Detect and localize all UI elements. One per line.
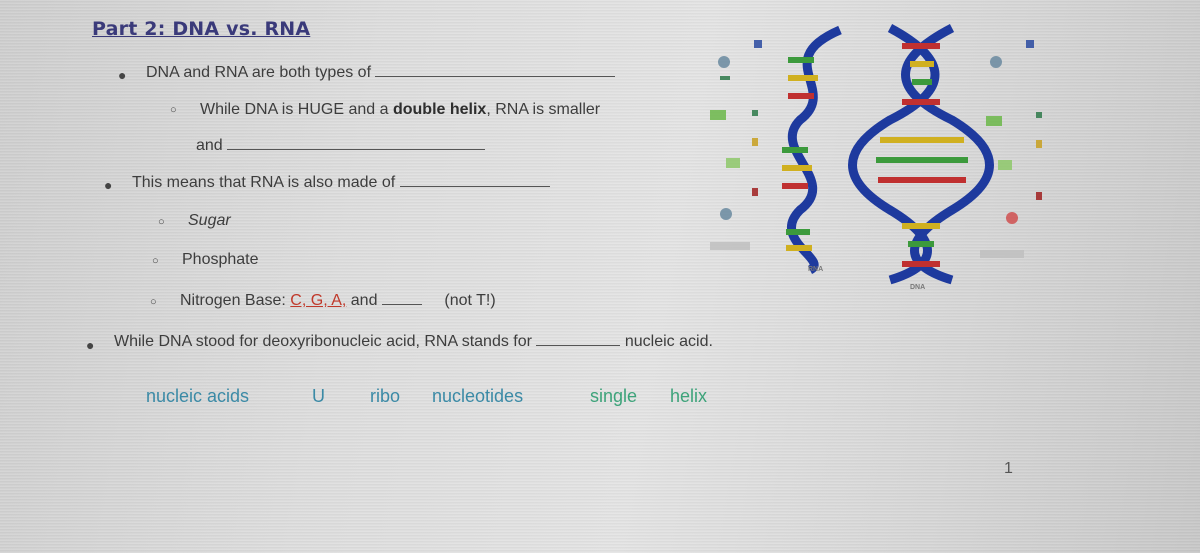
bullet-3 xyxy=(114,333,713,351)
word-bank-item: helix xyxy=(670,386,708,406)
dna-label: DNA xyxy=(910,284,926,291)
page-title: Part 2: DNA vs. RNA xyxy=(92,18,311,40)
bullet-1-sub-1 xyxy=(200,101,600,119)
rna-helix xyxy=(782,30,840,270)
sub-text-end: , RNA is smaller xyxy=(486,101,601,118)
and-text: and xyxy=(350,292,378,309)
nitrogen-text: Nitrogen Base: xyxy=(180,292,286,309)
word-bank xyxy=(670,386,707,407)
word-bank xyxy=(590,386,637,407)
bullet-2 xyxy=(132,174,550,192)
dna-rna-diagram xyxy=(690,20,1050,300)
bases-text: C, G, A, xyxy=(290,292,347,309)
sub-text: and xyxy=(196,137,223,154)
bold-text: double helix xyxy=(392,101,487,118)
sub-bullet-dot: ○ xyxy=(152,255,159,267)
helix-illustration xyxy=(690,20,1050,300)
word-bank xyxy=(146,386,249,407)
word-bank-item: ribo xyxy=(370,386,401,406)
bullet-dot: ● xyxy=(86,337,95,353)
note-text: (not T!) xyxy=(444,292,496,309)
dna-helix xyxy=(853,28,990,280)
bullet-2-text: This means that RNA is also made of xyxy=(132,174,396,191)
blank-nucleic-acids xyxy=(375,66,615,77)
word-bank-item: nucleotides xyxy=(432,386,524,406)
word-bank-item: single xyxy=(590,386,638,406)
bullet-2-sub-3 xyxy=(180,292,496,310)
sub-bullet-dot: ○ xyxy=(150,296,157,308)
phosphate-text: Phosphate xyxy=(182,251,259,268)
sub-bullet-dot: ○ xyxy=(170,104,177,116)
nucleotide-icons-left xyxy=(710,40,762,250)
bullet-3-end: nucleic acid. xyxy=(624,333,713,350)
sub-text: While DNA is HUGE and a xyxy=(200,101,389,118)
bullet-1-sub-2 xyxy=(196,137,485,155)
word-bank xyxy=(432,386,523,407)
bullet-2-sub-1 xyxy=(188,212,231,230)
word-bank xyxy=(370,386,400,407)
bullet-dot: ● xyxy=(118,67,127,83)
bullet-2-sub-2 xyxy=(182,251,259,269)
bullet-3-text: While DNA stood for deoxyribonucleic acid, RNA stands for xyxy=(114,333,532,350)
word-bank-item: U xyxy=(312,386,325,406)
sugar-text: Sugar xyxy=(188,212,231,229)
bullet-dot: ● xyxy=(104,177,113,193)
word-bank-item: nucleic acids xyxy=(146,386,250,406)
bullet-1 xyxy=(146,64,615,82)
page-number: 1 xyxy=(1004,460,1013,477)
blank-ribo xyxy=(536,335,620,346)
blank-nucleotides xyxy=(400,176,550,187)
bullet-1-text: DNA and RNA are both types of xyxy=(146,64,372,81)
sub-bullet-dot: ○ xyxy=(158,216,165,228)
word-bank xyxy=(312,386,325,407)
rna-label: RNA xyxy=(808,266,824,273)
blank-single-helix xyxy=(227,139,485,150)
blank-u xyxy=(382,294,422,305)
